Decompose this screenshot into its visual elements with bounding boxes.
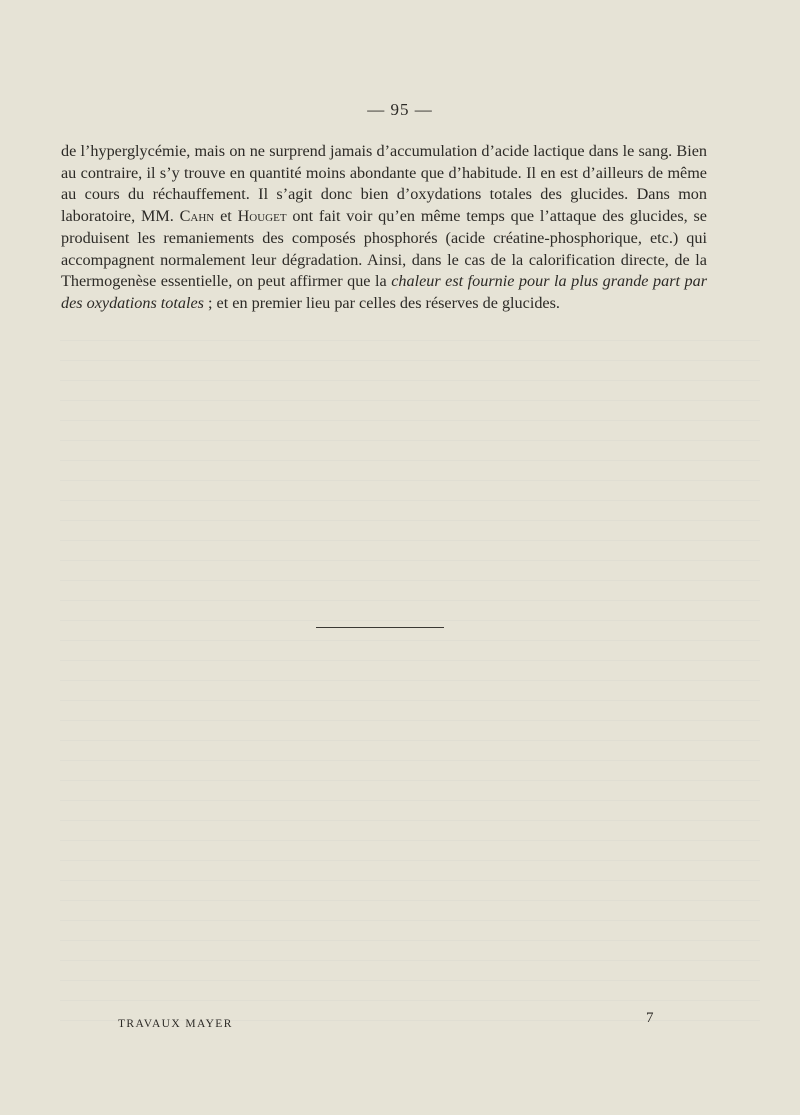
page-number: — 95 — — [367, 100, 433, 119]
paragraph-text-3: ont fait voir qu’en même temps que l’attaque des glucides, se produisent les remaniements des composés phosphorés (acide créatine-phosphorique, etc.) qui accompagnent normalement leur dégradation. Ainsi, dans le cas de la calorification directe, de la Thermogenèse essentielle, on peut affirmer que la — [61, 207, 707, 291]
body-paragraph — [61, 141, 707, 315]
section-divider-rule — [316, 627, 444, 628]
running-footer-title: TRAVAUX MAYER — [118, 1018, 233, 1030]
paragraph-text-2: et — [214, 207, 238, 226]
bleed-through-texture — [60, 340, 760, 1035]
author-name-houget: Houget — [237, 207, 287, 226]
paragraph-text-1: de l’hyperglycémie, mais on ne surprend jamais d’accumulation d’acide lactique dans le sang. Bien au contraire, il s’y trouve en quantité moins abondante que d’habitude. Il en est d’ailleurs de même au cours du réchauffement. Il s’agit donc bien d’oxydations totales des glucides. Dans mon laboratoire, MM. — [61, 142, 707, 226]
italic-emphasis: chaleur est fournie pour la plus grande part par des oxydations totales — [61, 272, 707, 312]
signature-number: 7 — [646, 1010, 654, 1026]
author-name-cahn: Cahn — [179, 207, 215, 226]
paragraph-text-4: ; et en premier lieu par celles des réserves de glucides. — [203, 293, 560, 312]
